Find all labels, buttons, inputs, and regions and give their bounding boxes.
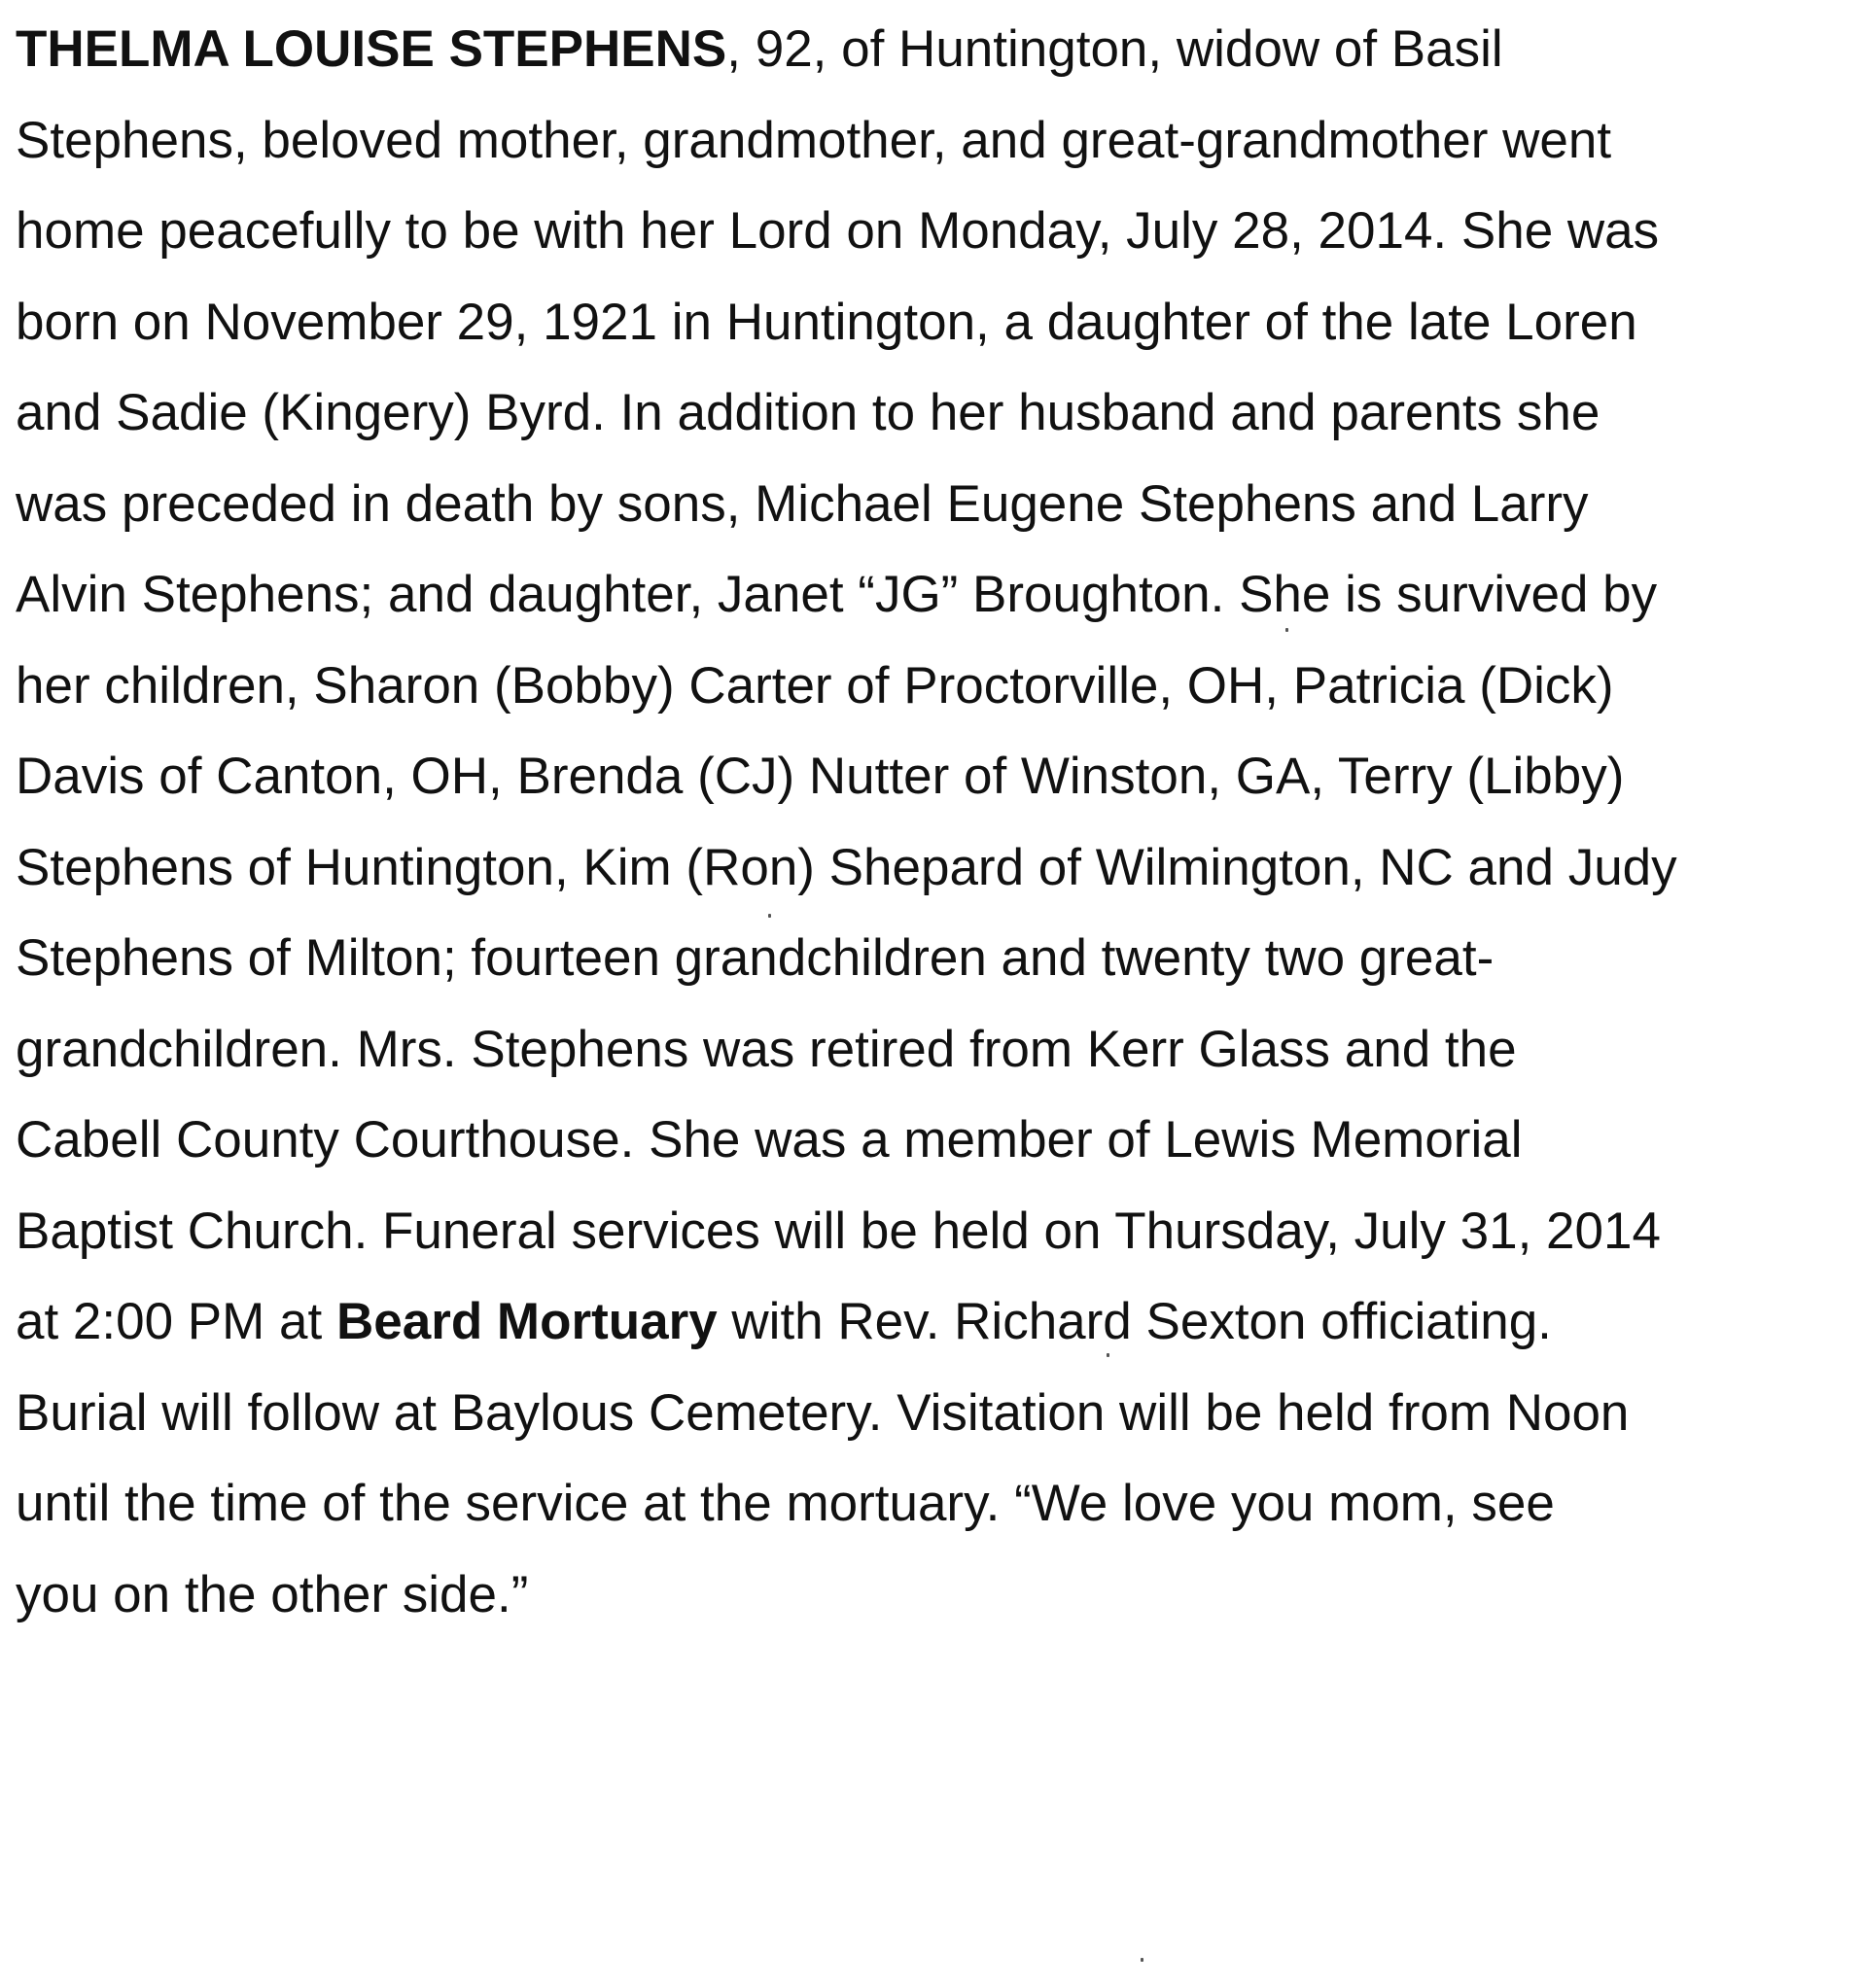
- page-right-edge: [1858, 0, 1864, 1988]
- text-line: [16, 822, 1844, 914]
- text-run: Stephens of Milton; fourteen grandchildren and twenty two great-: [16, 929, 1495, 987]
- text-run: home peacefully to be with her Lord on Monday, July 28, 2014. She was: [16, 202, 1660, 260]
- scan-speck: [1141, 1958, 1143, 1962]
- text-run: until the time of the service at the mortuary. “We love you mom, see: [16, 1475, 1555, 1532]
- text-run: Stephens of Huntington, Kim (Ron) Shepard of Wilmington, NC and Judy: [16, 838, 1677, 896]
- text-run: Burial will follow at Baylous Cemetery. Visitation will be held from Noon: [16, 1383, 1630, 1442]
- text-run: born on November 29, 1921 in Huntington, a daughter of the late Loren: [16, 293, 1637, 351]
- text-run: Baptist Church. Funeral services will be held on Thursday, July 31, 2014: [16, 1202, 1661, 1260]
- text-line: [16, 731, 1844, 822]
- text-run: Cabell County Courthouse. She was a member of Lewis Memorial: [16, 1111, 1523, 1168]
- text-run: grandchildren. Mrs. Stephens was retired from Kerr Glass and the: [16, 1020, 1517, 1078]
- text-run: , 92, of Huntington, widow of Basil: [726, 20, 1503, 78]
- text-line: [16, 1186, 1844, 1277]
- scan-speck: [1107, 1353, 1109, 1357]
- text-line: [16, 277, 1844, 368]
- obituary-text: [16, 4, 1844, 1640]
- text-run: Stephens, beloved mother, grandmother, and great-grandmother went: [16, 111, 1612, 169]
- mortuary-name: Beard Mortuary: [335, 1293, 718, 1350]
- text-run: her children, Sharon (Bobby) Carter of Proctorville, OH, Patricia (Dick): [16, 656, 1614, 715]
- text-line: [16, 1095, 1844, 1186]
- text-run: at 2:00 PM at: [16, 1293, 336, 1350]
- text-line: [16, 4, 1844, 95]
- text-line: [16, 186, 1844, 277]
- text-run: was preceded in death by sons, Michael Eugene Stephens and Larry: [16, 474, 1589, 533]
- scan-speck: [1285, 628, 1288, 632]
- text-line: [16, 913, 1844, 1004]
- deceased-name: THELMA LOUISE STEPHENS: [16, 20, 727, 78]
- text-line: [16, 1550, 1844, 1641]
- text-run: and Sadie (Kingery) Byrd. In addition to her husband and parents she: [16, 384, 1600, 441]
- text-line: [16, 641, 1844, 732]
- text-line: [16, 549, 1844, 641]
- text-line: [16, 95, 1844, 187]
- text-run: with Rev. Richard Sexton officiating.: [717, 1293, 1552, 1350]
- text-line: [16, 1276, 1844, 1368]
- text-line: [16, 1368, 1844, 1459]
- text-line: [16, 459, 1844, 550]
- text-line: [16, 1458, 1844, 1550]
- scan-speck: [768, 914, 771, 918]
- text-run: Alvin Stephens; and daughter, Janet “JG” Broughton. She is survived by: [16, 566, 1658, 623]
- text-line: [16, 367, 1844, 459]
- text-run: you on the other side.”: [16, 1565, 529, 1623]
- text-run: Davis of Canton, OH, Brenda (CJ) Nutter of Winston, GA, Terry (Libby): [16, 748, 1625, 805]
- text-line: [16, 1004, 1844, 1096]
